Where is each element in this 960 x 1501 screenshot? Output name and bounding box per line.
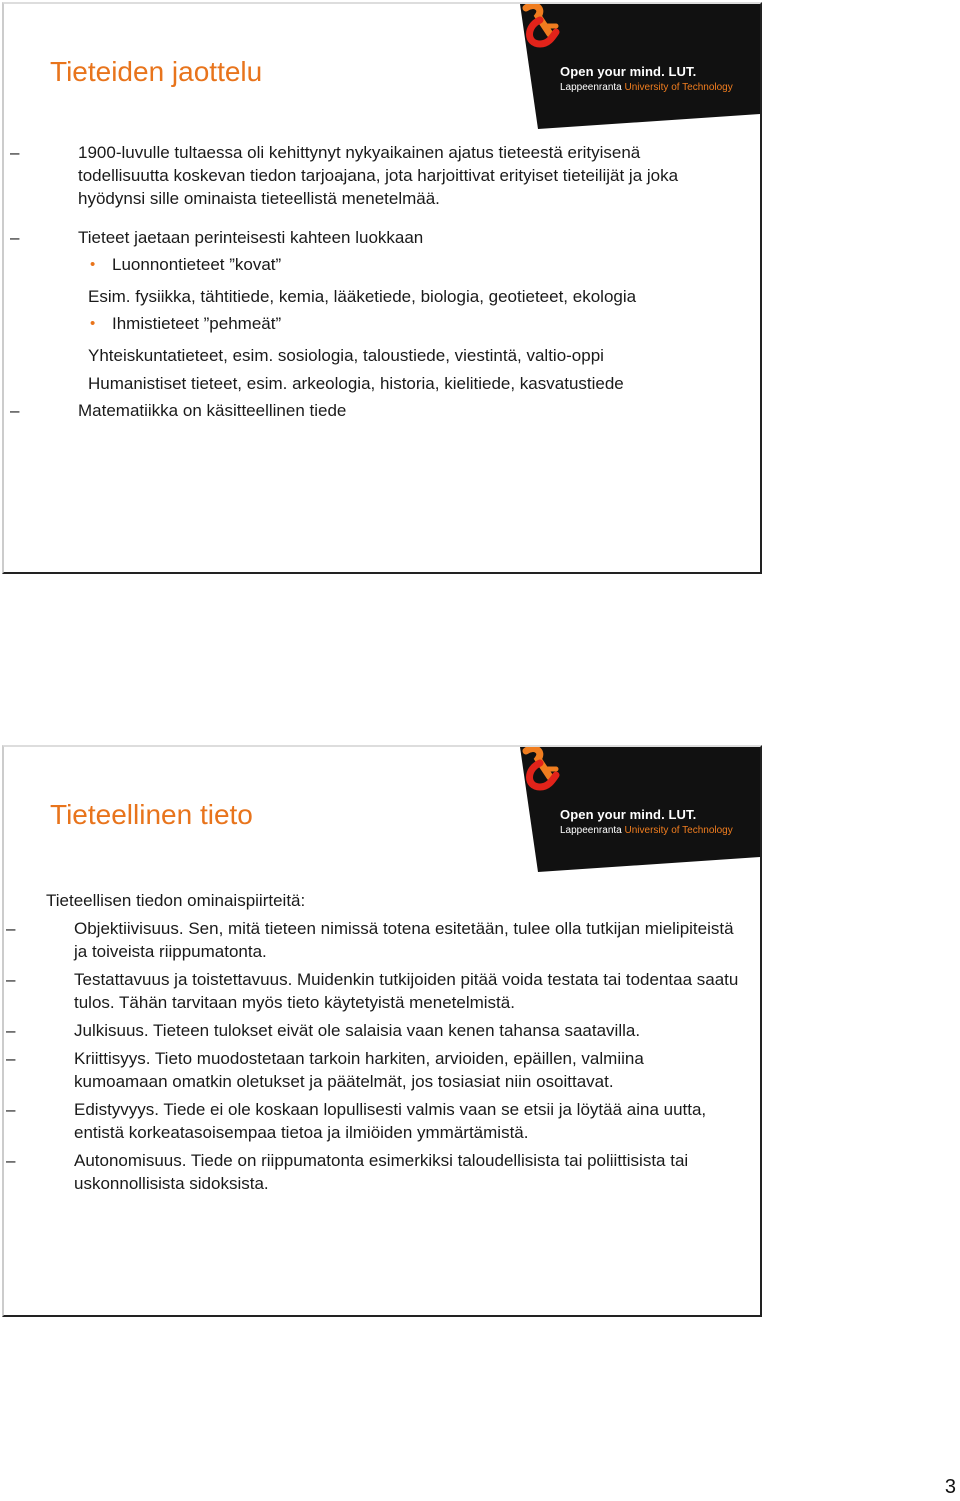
lut-logo-band bbox=[520, 4, 760, 129]
list-item: – 1900-luvulle tultaessa oli kehittynyt nykyaikainen ajatus tieteestä erityisenä todellisuutta koskevan tiedon tarjoajana, jota harjoittivat erityiset tieteilijät ja joka hyödynsi sille ominaista tieteellistä menetelmää. bbox=[10, 143, 679, 208]
dash-bullet-icon: – bbox=[6, 1049, 16, 1068]
dash-bullet-icon: – bbox=[6, 970, 16, 989]
dash-bullet-icon: – bbox=[10, 143, 20, 162]
list-item: – Autonomisuus. Tiede on riippumatonta esimerkiksi taloudellisista tai poliittisista tai uskonnollisista sidoksista. bbox=[6, 1151, 689, 1193]
list-item: Yhteiskuntatieteet, esim. sosiologia, taloustiede, viestintä, valtio-oppi bbox=[88, 346, 604, 365]
slide-2-intro: Tieteellisen tiedon ominaispiirteitä: bbox=[46, 891, 306, 910]
list-item: – Testattavuus ja toistettavuus. Muidenkin tutkijoiden pitää voida testata tai todentaa saatu tulos. Tähän tarvitaan myös tieto käytetyistä menetelmistä. bbox=[6, 970, 739, 1012]
logo-university-name: Lappeenranta University of Technology bbox=[560, 82, 733, 93]
list-item: – Matematiikka on käsitteellinen tiede bbox=[10, 401, 347, 420]
list-item: – Edistyvyys. Tiede ei ole koskaan lopullisesti valmis vaan se etsii ja löytää aina uutta, entistä korkeatasoisempaa tietoa ja ilmiöiden ymmärtämistä. bbox=[6, 1100, 707, 1142]
list-item: – Kriittisyys. Tieto muodostetaan tarkoin harkiten, arvioiden, epäillen, valmiina kumoamaan omatkin oletukset ja päätelmät, jos tosiasiat niin osoittavat. bbox=[6, 1049, 644, 1091]
list-item: Humanistiset tieteet, esim. arkeologia, historia, kielitiede, kasvatustiede bbox=[88, 374, 624, 393]
slide-2-content-list bbox=[6, 917, 740, 1200]
list-item: • Ihmistieteet ”pehmeät” bbox=[90, 314, 282, 333]
page-number: 3 bbox=[944, 1476, 956, 1498]
dash-bullet-icon: – bbox=[6, 1021, 16, 1040]
logo-slogan: Open your mind. LUT. bbox=[560, 807, 697, 822]
dot-bullet-icon: • bbox=[90, 315, 96, 332]
list-item: • Luonnontieteet ”kovat” bbox=[90, 255, 282, 274]
dash-bullet-icon: – bbox=[10, 401, 20, 420]
slide-title: Tieteiden jaottelu bbox=[50, 56, 263, 87]
lut-ampersand-logo-icon bbox=[520, 747, 560, 791]
logo-university-name: Lappeenranta University of Technology bbox=[560, 825, 733, 836]
list-item: Esim. fysiikka, tähtitiede, kemia, lääketiede, biologia, geotieteet, ekologia bbox=[88, 287, 637, 306]
slide-1 bbox=[2, 2, 762, 574]
dash-bullet-icon: – bbox=[6, 1100, 16, 1119]
logo-slogan: Open your mind. LUT. bbox=[560, 64, 697, 79]
dash-bullet-icon: – bbox=[6, 919, 16, 938]
dash-bullet-icon: – bbox=[6, 1151, 16, 1170]
dash-bullet-icon: – bbox=[10, 228, 20, 247]
dot-bullet-icon: • bbox=[90, 256, 96, 273]
slide-1-content-list bbox=[10, 141, 724, 422]
slide-title: Tieteellinen tieto bbox=[50, 799, 253, 830]
list-item: – Julkisuus. Tieteen tulokset eivät ole salaisia vaan kenen tahansa saatavilla. bbox=[6, 1021, 641, 1040]
lut-logo-band bbox=[520, 747, 760, 872]
lut-ampersand-logo-icon bbox=[520, 4, 560, 48]
list-item: – Tieteet jaetaan perinteisesti kahteen luokkaan bbox=[10, 228, 424, 247]
list-item: – Objektiivisuus. Sen, mitä tieteen nimissä totena esitetään, tulee olla tutkijan mielipiteistä ja toiveista riippumatonta. bbox=[6, 919, 734, 961]
